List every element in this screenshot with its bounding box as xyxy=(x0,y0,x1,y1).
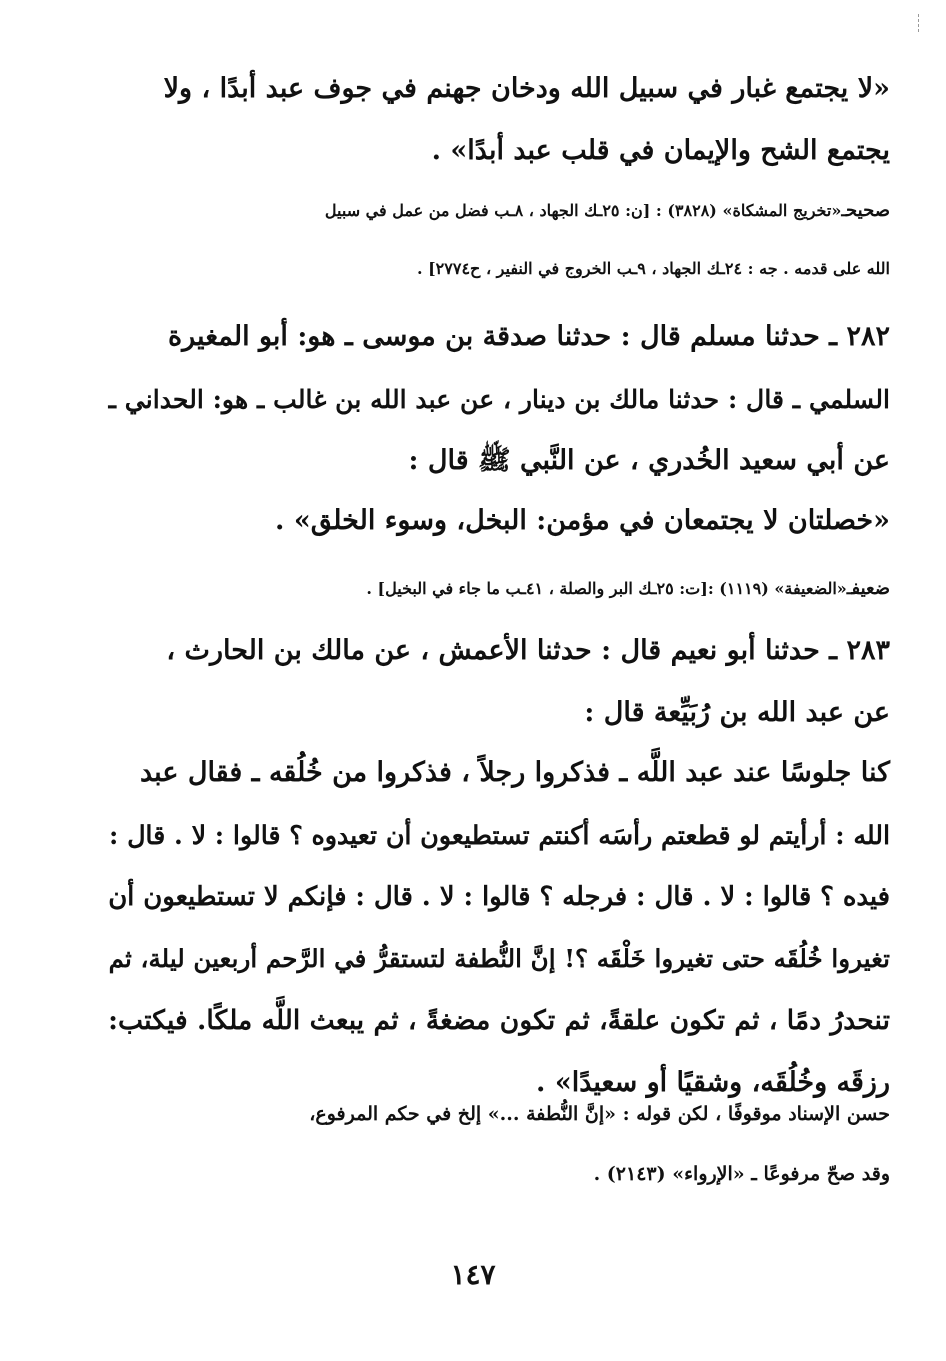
text-line: تغيروا خُلُقَه حتى تغيروا خَلْقَه ؟! إنَّ النُّطفة لتستقرُّ في الرَّحم أربعين ليلة، ثم xyxy=(108,944,890,973)
page-number: ١٤٧ xyxy=(450,1258,496,1291)
text-line: رزقَه وخُلُقَه، وشقيًا أو سعيدًا» . xyxy=(536,1067,890,1098)
text-line: عن عبد الله بن رُبَيِّعة قال : xyxy=(584,697,890,728)
takhrij-line: ضعيفـ«الضعيفة» (١١١٩) :[ت: ٢٥ـك البر والصلة ، ٤١ـب ما جاء في البخيل] . xyxy=(366,578,890,599)
text-line: «لا يجتمع غبار في سبيل الله ودخان جهنم في جوف عبد أبدًا ، ولا xyxy=(163,73,890,104)
hadith-283-isnad xyxy=(100,620,890,744)
hadith-283-hukm xyxy=(100,1084,890,1204)
text-line: الله : أرأيتم لو قطعتم رأسَه أكنتم تستطيعون أن تعيدوه ؟ قالوا : لا . قال : xyxy=(108,820,890,850)
hukm-line: وقد صحّ مرفوعًا ـ «الإرواء» (٢١٤٣) . xyxy=(593,1163,890,1185)
hadith-282-matn xyxy=(100,490,890,552)
margin-mark xyxy=(918,14,921,32)
takhrij-line: صحيحـ«تخريج المشكاة» (٣٨٢٨) : [ن: ٢٥ـك الجهاد ، ٨ـب فضل من عمل في سبيل xyxy=(324,200,890,221)
takhrij-line: الله على قدمه . جه : ٢٤ـك الجهاد ، ٩ـب الخروج في النفير ، ح٢٧٧٤] . xyxy=(416,259,890,278)
hadith-282-isnad xyxy=(100,306,890,492)
hukm-line: حسن الإسناد موقوفًا ، لكن قوله : «إنَّ النُّطفة ...» إلخ في حكم المرفوع، xyxy=(309,1103,890,1125)
text-line: تنحدرُ دمًا ، ثم تكون علقةً، ثم تكون مضغةً ، ثم يبعث اللَّه ملكًا. فيكتب: xyxy=(108,1005,890,1036)
takhrij-text: «تخريج المشكاة» (٣٨٢٨) : [ن: ٢٥ـك الجهاد ، ٨ـب فضل من عمل في سبيل xyxy=(324,201,842,220)
hadith-281-matn xyxy=(100,58,890,182)
text-line: فيده ؟ قالوا : لا . قال : فرجله ؟ قالوا : لا . قال : فإنكم لا تستطيعون أن xyxy=(108,882,890,912)
text-line: عن أبي سعيد الخُدري ، عن النَّبي ﷺ قال : xyxy=(408,445,890,476)
hadith-grade: صحيح xyxy=(846,200,890,221)
takhrij-text: «الضعيفة» (١١١٩) :[ت: ٢٥ـك البر والصلة ، ٤١ـب ما جاء في البخيل] . xyxy=(366,579,847,598)
hadith-grade: ضعيف xyxy=(851,578,890,599)
text-line: يجتمع الشح والإيمان في قلب عبد أبدًا» . xyxy=(431,135,890,166)
text-line: ٢٨٣ ـ حدثنا أبو نعيم قال : حدثنا الأعمش ، عن مالك بن الحارث ، xyxy=(166,635,890,666)
text-line: «خصلتان لا يجتمعان في مؤمن: البخل، وسوء الخلق» . xyxy=(275,505,890,536)
text-line: السلمي ـ قال : حدثنا مالك بن دينار ، عن عبد الله بن غالب ـ هو: الحداني ـ xyxy=(108,384,890,414)
hadith-283-matn xyxy=(100,742,890,1114)
hadith-282-takhrij xyxy=(100,560,890,618)
text-line: ٢٨٢ ـ حدثنا مسلم قال : حدثنا صدقة بن موسى ـ هو: أبو المغيرة xyxy=(168,321,890,352)
text-line: كنا جلوسًا عند عبد اللَّه ـ فذكروا رجلاً ، فذكروا من خُلُقه ـ فقال عبد xyxy=(140,757,890,788)
hadith-281-takhrij xyxy=(100,182,890,298)
